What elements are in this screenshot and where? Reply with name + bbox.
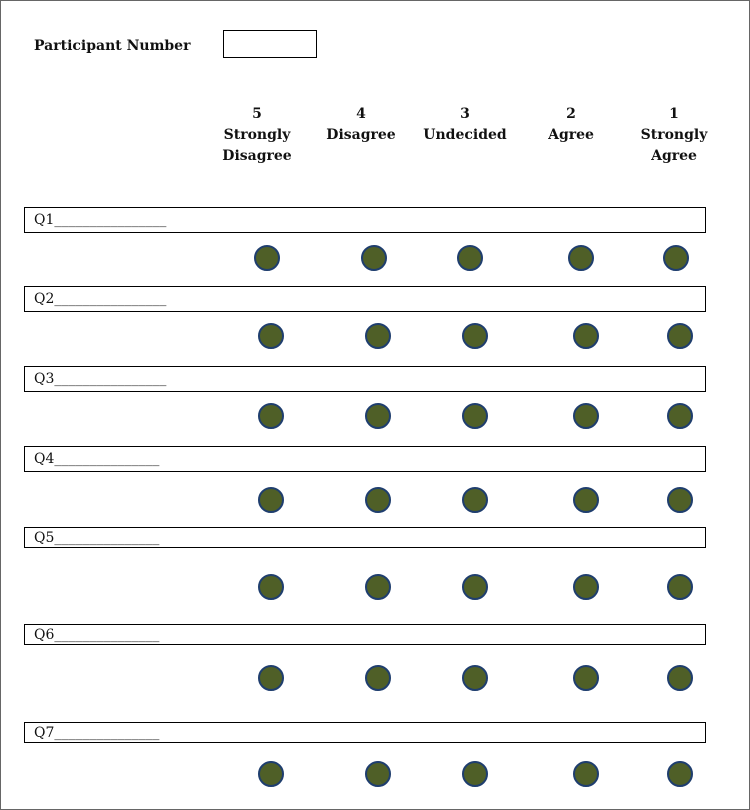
rating-q3-4[interactable]	[365, 403, 391, 429]
rating-q1-3[interactable]	[457, 245, 483, 271]
rating-q7-2[interactable]	[573, 761, 599, 787]
scale-header-4	[316, 104, 406, 146]
scale-number: 3	[460, 106, 470, 122]
rating-q4-2[interactable]	[573, 487, 599, 513]
question-label: Q1________________	[34, 212, 167, 228]
scale-label-line1: Undecided	[423, 127, 507, 143]
participant-number-label: Participant Number	[34, 38, 191, 54]
rating-q5-2[interactable]	[573, 574, 599, 600]
scale-label-line2: Disagree	[222, 148, 292, 164]
scale-header-3	[420, 104, 510, 146]
question-label: Q2________________	[34, 291, 167, 307]
question-label: Q3________________	[34, 371, 167, 387]
scale-number: 5	[252, 106, 262, 122]
rating-q2-4[interactable]	[365, 323, 391, 349]
scale-number: 2	[566, 106, 576, 122]
question-label: Q4_______________	[34, 451, 160, 467]
question-bar-q6	[24, 624, 706, 645]
rating-q2-3[interactable]	[462, 323, 488, 349]
scale-header-1	[629, 104, 719, 167]
question-label: Q6_______________	[34, 626, 160, 643]
rating-q4-5[interactable]	[258, 487, 284, 513]
scale-label-line1: Strongly	[223, 127, 291, 143]
rating-q7-1[interactable]	[667, 761, 693, 787]
scale-header-2	[526, 104, 616, 146]
rating-q2-2[interactable]	[573, 323, 599, 349]
question-bar-q5	[24, 527, 706, 548]
rating-q6-4[interactable]	[365, 665, 391, 691]
rating-q2-1[interactable]	[667, 323, 693, 349]
rating-q7-5[interactable]	[258, 761, 284, 787]
rating-q1-5[interactable]	[254, 245, 280, 271]
question-label: Q7_______________	[34, 724, 160, 741]
scale-label-line1: Disagree	[326, 127, 396, 143]
rating-q1-2[interactable]	[568, 245, 594, 271]
rating-q5-5[interactable]	[258, 574, 284, 600]
scale-label-line1: Strongly	[640, 127, 708, 143]
rating-q3-3[interactable]	[462, 403, 488, 429]
rating-q4-3[interactable]	[462, 487, 488, 513]
participant-number-input[interactable]	[223, 30, 317, 58]
rating-q3-5[interactable]	[258, 403, 284, 429]
question-bar-q1	[24, 207, 706, 233]
rating-q2-5[interactable]	[258, 323, 284, 349]
rating-q3-2[interactable]	[573, 403, 599, 429]
rating-q6-1[interactable]	[667, 665, 693, 691]
rating-q7-3[interactable]	[462, 761, 488, 787]
question-bar-q2	[24, 286, 706, 312]
rating-q5-1[interactable]	[667, 574, 693, 600]
rating-q1-4[interactable]	[361, 245, 387, 271]
rating-q4-4[interactable]	[365, 487, 391, 513]
rating-q6-2[interactable]	[573, 665, 599, 691]
question-bar-q3	[24, 366, 706, 392]
rating-q3-1[interactable]	[667, 403, 693, 429]
rating-q6-3[interactable]	[462, 665, 488, 691]
scale-label-line1: Agree	[548, 127, 594, 143]
rating-q5-3[interactable]	[462, 574, 488, 600]
scale-label-line2: Agree	[651, 148, 697, 164]
rating-q6-5[interactable]	[258, 665, 284, 691]
scale-number: 4	[356, 106, 366, 122]
question-label: Q5_______________	[34, 529, 160, 546]
question-bar-q7	[24, 722, 706, 743]
question-bar-q4	[24, 446, 706, 472]
rating-q1-1[interactable]	[663, 245, 689, 271]
scale-header-5	[212, 104, 302, 167]
scale-number: 1	[669, 106, 679, 122]
rating-q4-1[interactable]	[667, 487, 693, 513]
rating-q7-4[interactable]	[365, 761, 391, 787]
rating-q5-4[interactable]	[365, 574, 391, 600]
